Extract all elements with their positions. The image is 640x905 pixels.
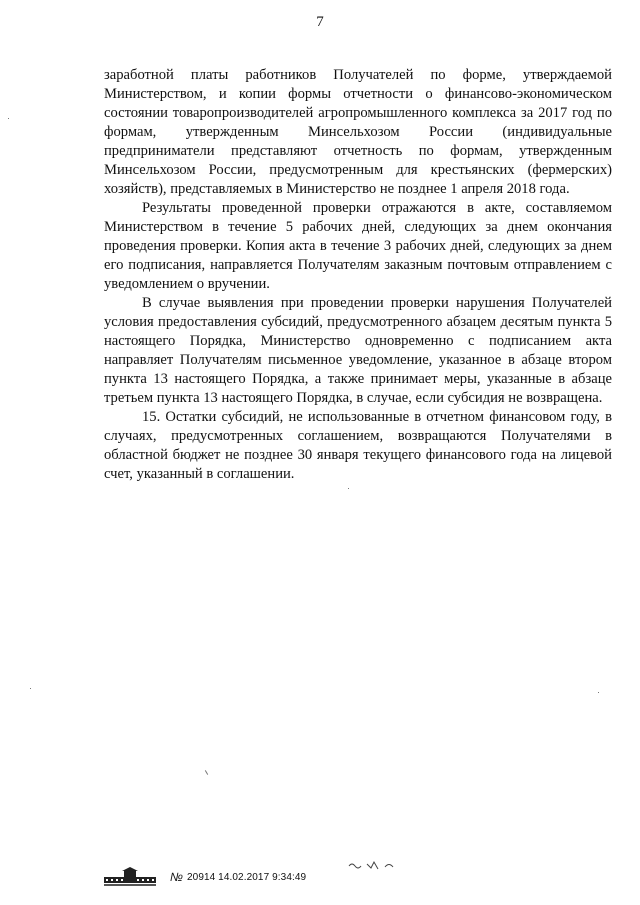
scan-speck (8, 118, 9, 119)
scan-speck (30, 688, 31, 689)
scan-speck (598, 692, 599, 693)
paragraph: В случае выявления при проведении проверки нарушения Получателей условия предоставления субсидий, предусмотренного абзацем десятым пункта 5 настоящего Порядка, Министерство одновременно с подписанием акта направляет Получателям письменное уведомление, указанное в абзаце втором пункта 13 настоящего Порядка, а также принимает меры, указанные в абзаце третьем пункта 13 настоящего Порядка, в случае, если субсидия не возвращена. (104, 295, 612, 406)
footer-number-mark: № (170, 870, 183, 884)
page-number: 7 (316, 14, 324, 30)
scan-speck (205, 770, 208, 775)
document-body (104, 66, 612, 484)
handwritten-mark-icon (345, 858, 405, 872)
government-building-logo-icon (104, 867, 156, 887)
paragraph: 15. Остатки субсидий, не использованные в отчетном финансовом году, в случаях, предусмотренных соглашением, возвращаются Получателями в областной бюджет не позднее 30 января текущего финансового года на лицевой счет, указанный в соглашении. (104, 409, 612, 482)
footer (104, 866, 306, 888)
scan-speck (348, 488, 349, 489)
paragraph: заработной платы работников Получателей по форме, утверждаемой Министерством, и копии формы отчетности о финансово-экономическом состоянии товаропроизводителей агропромышленного комплекса за 2017 год по формам, утвержденным Минсельхозом России (индивидуальные предприниматели представляют отчетность по формам, утвержденным Минсельхозом России, предусмотренным для крестьянских (фермерских) хозяйств), представляемых в Министерство не позднее 1 апреля 2018 года. (104, 67, 612, 197)
paragraph: Результаты проведенной проверки отражаются в акте, составляемом Министерством в течение 5 рабочих дней, следующих за днем окончания проведения проверки. Копия акта в течение 3 рабочих дней, следующих за днем его подписания, направляется Получателям заказным почтовым отправлением с уведомлением о вручении. (104, 200, 612, 292)
footer-stamp: 20914 14.02.2017 9:34:49 (187, 871, 307, 883)
